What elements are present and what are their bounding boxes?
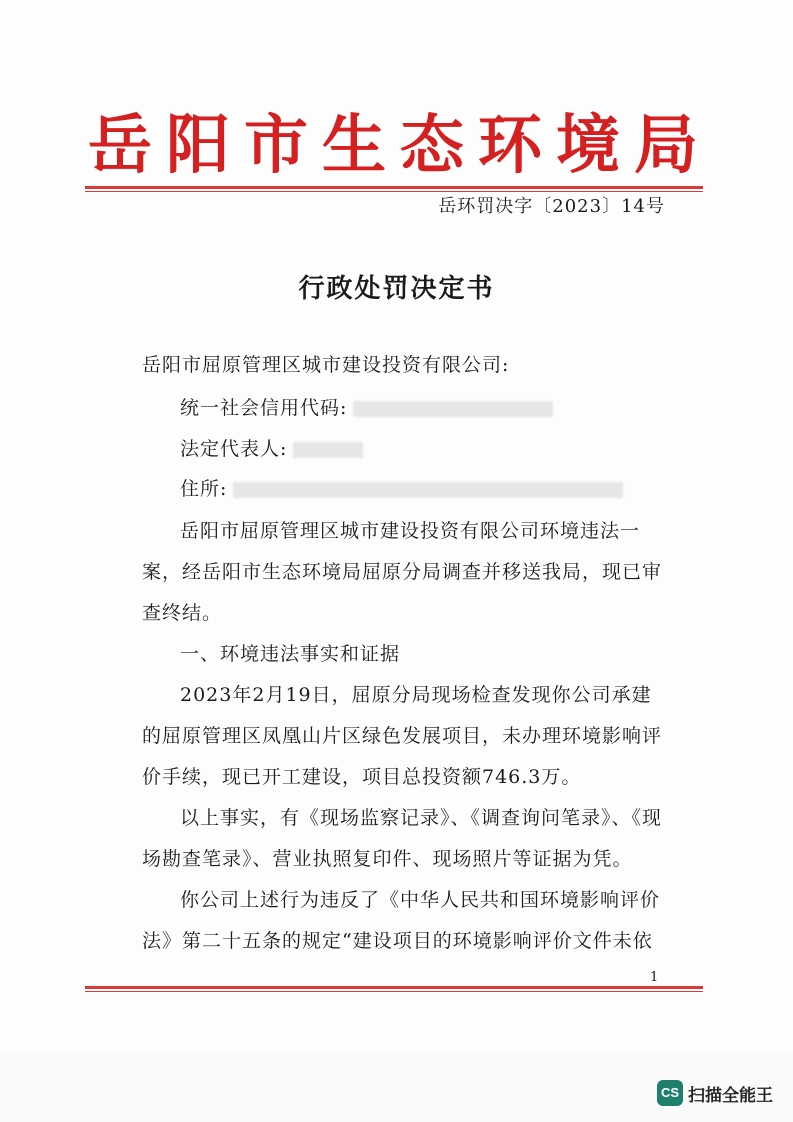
para2-line3: 价手续，现已开工建设，项目总投资额746.3万。 [142,766,582,788]
page-number: 1 [650,970,659,985]
para1-line1: 岳阳市屈原管理区城市建设投资有限公司环境违法一 [180,520,641,542]
section-heading: 一、环境违法事实和证据 [180,643,401,665]
para4-line2: 法》第二十五条的规定“建设项目的环境影响评价文件未依 [142,930,653,952]
para2-line1: 2023年2月19日，屈原分局现场检查发现你公司承建 [180,684,652,706]
credit-code-row [180,393,553,420]
issuing-authority-letterhead: 岳阳市生态环境局 [88,108,712,183]
para1-line2: 案，经岳阳市生态环境局屈原分局调查并移送我局，现已审 [142,561,663,583]
address-row [180,474,623,501]
para3-line2: 场勘查笔录》、营业执照复印件、现场照片等证据为凭。 [142,848,633,870]
address-label: 住所: [180,478,228,500]
redacted-legal-rep [293,442,363,458]
para4-line1: 你公司上述行为违反了《中华人民共和国环境影响评价 [180,889,661,911]
footer-rule-thick [85,986,703,989]
letterhead-rule-thick [85,186,703,189]
legal-rep-label: 法定代表人: [180,438,288,460]
redacted-credit-code [353,401,553,417]
para3-line1: 以上事实，有《现场监察记录》、《调查询问笔录》、《现 [180,807,663,829]
camscanner-label: 扫描全能王 [688,1086,773,1106]
camscanner-logo-icon: CS [657,1080,683,1106]
credit-code-label: 统一社会信用代码: [180,397,348,419]
document-title: 行政处罚决定书 [298,274,495,304]
recipient-name: 岳阳市屈原管理区城市建设投资有限公司: [142,354,510,376]
legal-rep-row [180,434,363,461]
footer-rule-thin [85,991,703,992]
document-number: 岳环罚决字〔2023〕14号 [438,196,665,217]
para1-line3: 查终结。 [142,602,223,624]
para2-line2: 的屈原管理区凤凰山片区绿色发展项目，未办理环境影响评 [142,725,663,747]
redacted-address [233,482,623,498]
